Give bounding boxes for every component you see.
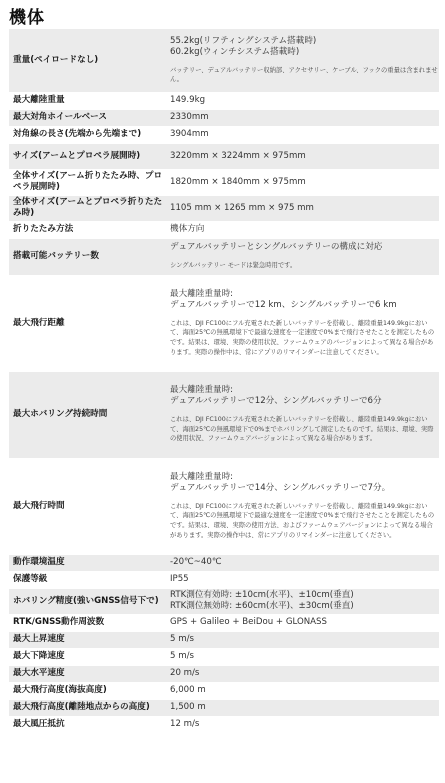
spec-value-line: デュアルバッテリーで12分、シングルバッテリーで6分 [170, 396, 382, 407]
spec-label-line: 最大水平速度 [13, 668, 65, 678]
spec-note: バッテリー、デュアルバッテリー収納部、アクセサリー、ケーブル、フックの重量は含まれません。 [170, 66, 438, 84]
spec-value [168, 143, 439, 169]
spec-value-line: -20℃~40℃ [170, 557, 222, 567]
spec-label-line: RTK/GNSS動作周波数 [13, 617, 105, 627]
spec-value-line: デュアルバッテリーで14分、シングルバッテリーで7分。 [170, 482, 391, 493]
spec-label [9, 571, 168, 588]
spec-label [9, 92, 168, 109]
spec-label-line: 重量(ペイロードなし) [13, 54, 99, 65]
spec-label-line: (アーム折りたたみ時、プロペラ展開時) [13, 171, 163, 192]
spec-label [9, 143, 168, 169]
spec-label-line: サイズ [13, 150, 39, 161]
spec-row [9, 682, 439, 699]
spec-label-line: 保護等級 [13, 574, 48, 584]
spec-row [9, 571, 439, 588]
spec-label [9, 588, 168, 614]
spec-value [168, 631, 439, 648]
spec-value-line: 5 m/s [170, 634, 194, 644]
spec-label-line: (アームとプロペラ展開時) [38, 150, 141, 161]
spec-row [9, 665, 439, 682]
spec-label-line: ホバリング精度(強いGNSS信号下で) [13, 595, 159, 606]
spec-row [9, 109, 439, 126]
spec-value [168, 371, 439, 458]
spec-label [9, 614, 168, 631]
spec-value-line: 6,000 m [170, 685, 206, 695]
spec-value-line: デュアルバッテリーとシングルバッテリーの構成に対応 [170, 242, 383, 253]
spec-note: シングルバッテリー モードは緊急時用です。 [170, 262, 297, 270]
spec-label [9, 665, 168, 682]
spec-label-line: (アームとプロペラ折りたたみ時) [13, 197, 163, 218]
spec-label [9, 169, 168, 195]
spec-label [9, 371, 168, 458]
section-title: 機体 [9, 8, 45, 28]
spec-row [9, 169, 439, 195]
spec-label-line: 折りたたみ方法 [13, 224, 74, 234]
spec-value [168, 238, 439, 275]
spec-label-line: 最大風圧抵抗 [13, 719, 65, 729]
spec-label-line: 最大下降速度 [13, 651, 65, 661]
spec-label [9, 195, 168, 221]
spec-value [168, 109, 439, 126]
spec-label-line: 最大上昇速度 [13, 634, 65, 644]
spec-value [168, 699, 439, 716]
spec-label [9, 126, 168, 143]
spec-row [9, 458, 439, 554]
spec-value-line: 1820mm × 1840mm × 975mm [170, 176, 306, 187]
spec-value-line: GPS + Galileo + BeiDou + GLONASS [170, 617, 327, 627]
spec-label [9, 648, 168, 665]
spec-value [168, 275, 439, 371]
spec-value-line: 55.2kg(リフティングシステム搭載時) [170, 35, 317, 46]
spec-note: これは、DJI FC100にフル充電された新しいバッテリーを搭載し、離陸重量149.9kgにおいて、海面25℃の無風環境下で0%までホバリングして測定したものです。結果は、環境、実際の使用状況、ファームウェアバージョンによって異なる場合があります。 [170, 416, 434, 443]
spec-value [168, 682, 439, 699]
spec-value-line: IP55 [170, 574, 189, 584]
spec-value-line: 3220mm × 3224mm × 975mm [170, 150, 306, 161]
spec-note: これは、DJI FC100にフル充電された新しいバッテリーを搭載し、離陸重量149.9kgにおいて、海面25℃の無風環境下で最適な速度を一定速度で0%まで飛行させたことを測定したものです。結果は、環境、実際の使用方法、およびファームウェアバージョンによって異なる場合があります。実際の操作中は、常にアプリのリマインダーに注意してください。 [170, 502, 435, 539]
spec-value [168, 195, 439, 221]
spec-label [9, 29, 168, 92]
spec-label-line: 最大飛行高度(海抜高度) [13, 685, 107, 695]
spec-row [9, 238, 439, 275]
spec-label [9, 699, 168, 716]
spec-value-line: 5 m/s [170, 651, 194, 661]
spec-label [9, 109, 168, 126]
spec-value-line: 最大離陸重量時: [170, 385, 234, 396]
spec-value-line: RTK測位有効時: ±10cm(水平)、±10cm(垂直) [170, 590, 354, 600]
spec-value-line: 12 m/s [170, 719, 200, 729]
spec-label-line: 最大対角ホイールベース [13, 112, 107, 122]
spec-row [9, 588, 439, 614]
spec-label-line: 搭載可能バッテリー数 [13, 251, 99, 261]
spec-value-line: RTK測位無効時: ±60cm(水平)、±30cm(垂直) [170, 601, 354, 611]
spec-value [168, 221, 439, 238]
spec-label [9, 221, 168, 238]
spec-value-line: 最大離陸重量時: [170, 288, 234, 299]
spec-value [168, 92, 439, 109]
spec-value-line: 60.2kg(ウィンチシステム搭載時) [170, 46, 300, 57]
spec-label-line: 最大飛行距離 [13, 317, 65, 328]
spec-row [9, 371, 439, 458]
spec-label [9, 275, 168, 371]
spec-value [168, 614, 439, 631]
spec-label-line: 全体サイズ [13, 197, 56, 207]
spec-value [168, 554, 439, 571]
spec-label [9, 631, 168, 648]
spec-value-line: デュアルバッテリーで12 km、シングルバッテリーで6 km [170, 299, 397, 310]
spec-row [9, 648, 439, 665]
spec-row [9, 126, 439, 143]
spec-value [168, 29, 439, 92]
spec-table-body [9, 29, 439, 733]
spec-label-line: 最大離陸重量 [13, 95, 65, 105]
spec-label-line: 動作環境温度 [13, 557, 65, 567]
spec-table [9, 29, 439, 734]
spec-row [9, 143, 439, 169]
spec-label-line: 最大飛行高度(離陸地点からの高度) [13, 702, 150, 712]
spec-value-line: 最大離陸重量時: [170, 471, 234, 482]
spec-label [9, 458, 168, 554]
spec-row [9, 92, 439, 109]
spec-row [9, 699, 439, 716]
spec-row [9, 275, 439, 371]
spec-value-line: 1105 mm × 1265 mm × 975 mm [170, 202, 314, 213]
spec-label-line: 対角線の長さ(先端から先端まで) [13, 129, 142, 139]
spec-row [9, 614, 439, 631]
spec-value [168, 126, 439, 143]
spec-label-line: 最大ホバリング持続時間 [13, 409, 108, 419]
spec-value [168, 648, 439, 665]
spec-row [9, 195, 439, 221]
spec-label [9, 554, 168, 571]
spec-value [168, 571, 439, 588]
spec-row [9, 554, 439, 571]
spec-value-line: 20 m/s [170, 668, 200, 678]
spec-value [168, 458, 439, 554]
spec-value-line: 機体方向 [170, 224, 205, 234]
spec-label-line: 最大飛行時間 [13, 500, 65, 511]
spec-value-line: 1,500 m [170, 702, 206, 712]
spec-row [9, 29, 439, 92]
spec-value [168, 588, 439, 614]
spec-row [9, 221, 439, 238]
spec-row [9, 716, 439, 733]
spec-label [9, 682, 168, 699]
spec-row [9, 631, 439, 648]
spec-value [168, 665, 439, 682]
spec-value [168, 716, 439, 733]
spec-value-line: 149.9kg [170, 95, 206, 105]
spec-value-line: 2330mm [170, 112, 209, 122]
spec-label [9, 716, 168, 733]
spec-note: これは、DJI FC100にフル充電された新しいバッテリーを搭載し、離陸重量149.9kgにおいて、海面25℃の無風環境下で最適な速度を一定速度で0%まで飛行させたことを測定したものです。結果は、環境、実際の使用状況、ファームウェアのバージョンによって異なる場合があります。実際の操作中は、常にアプリのリマインダーに注意してください。 [170, 319, 435, 356]
spec-value-line: 3904mm [170, 129, 209, 139]
spec-label [9, 238, 168, 275]
spec-value [168, 169, 439, 195]
spec-label-line: 全体サイズ [13, 171, 56, 181]
